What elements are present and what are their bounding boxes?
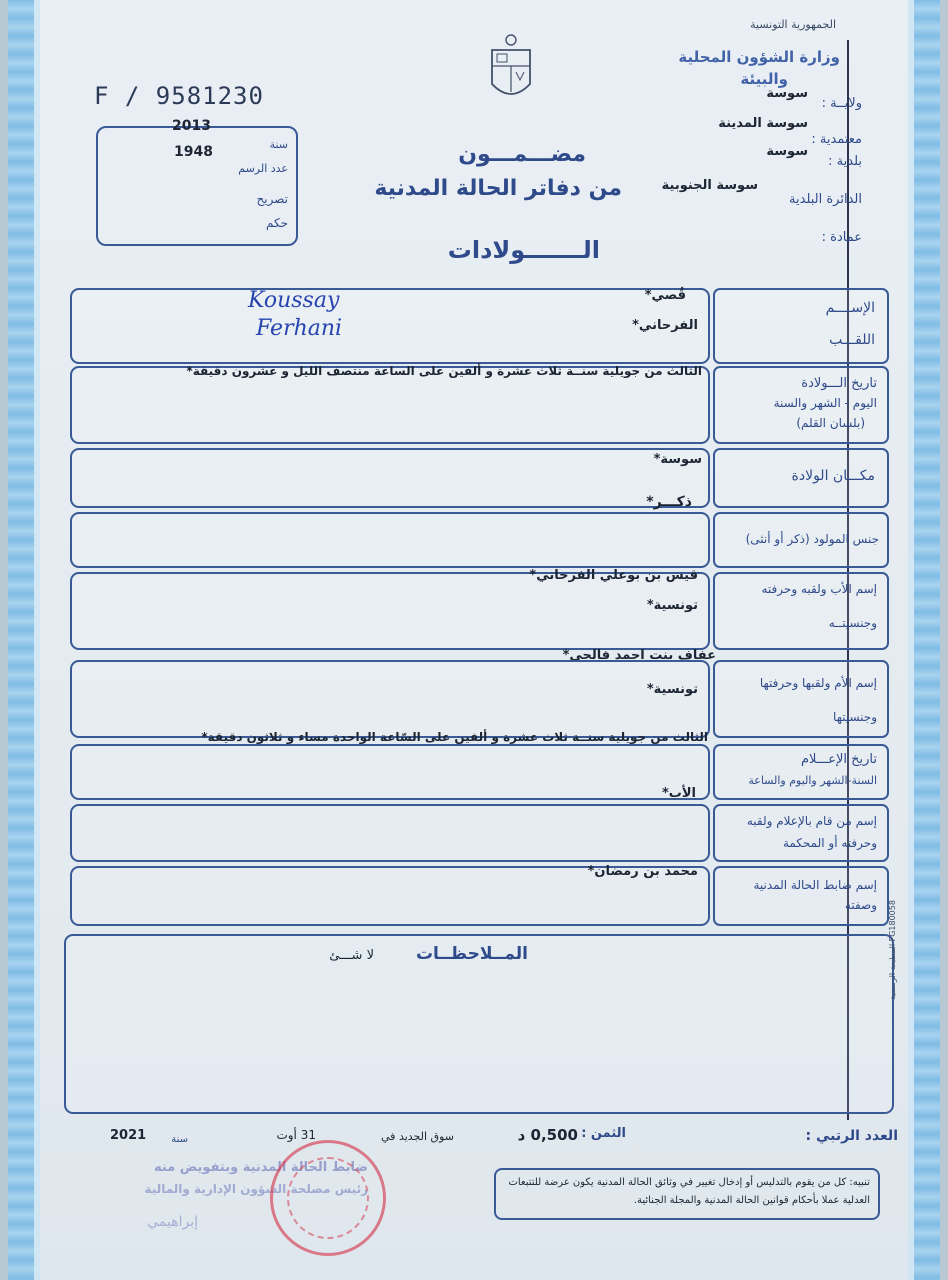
birth-date-label: تاريخ الـــولادة <box>801 376 877 391</box>
birthplace-label: مكـــان الولادة <box>791 468 875 484</box>
right-decorative-border <box>910 0 940 1280</box>
officer-value: محمد بن رمضان* <box>587 864 698 879</box>
municipality-value: سوسة <box>766 144 808 159</box>
officer-label: إسم ضابط الحالة المدنية <box>753 878 877 892</box>
issue-date: 31 أوت <box>276 1128 316 1142</box>
district-value: سوسة الجنوبية <box>661 178 758 193</box>
omda-label: عمادة : <box>821 230 862 245</box>
sex-value-box <box>70 512 710 568</box>
signature: إبراهيمي <box>147 1214 198 1230</box>
father-value-box <box>70 568 710 650</box>
issue-year-label: سنة <box>171 1134 188 1145</box>
title-registers: من دفاتر الحالة المدنية <box>374 176 622 201</box>
declarant-job-label: وحرفته أو المحكمة <box>782 836 877 850</box>
ministry-label-2: والبيئة <box>740 70 788 88</box>
birth-date-value-box <box>70 366 710 444</box>
register-number-label: عدد الرسم <box>238 162 288 175</box>
remarks-box <box>64 934 894 1114</box>
ministry-label: وزارة الشؤون المحلية <box>678 48 840 66</box>
officer-stamp-line-1: ضابط الحالة المدنية وبتفويض منه <box>154 1160 368 1175</box>
officer-stamp-line-2: رئيس مصلحة الشؤون الإدارية والمالية <box>144 1182 368 1196</box>
municipality-label: بلدية : <box>828 154 862 169</box>
declaration-date-format-label: السنة-الشهر واليوم والساعة <box>748 774 877 787</box>
birthplace-value: سوسة* <box>653 452 702 467</box>
declarant-value-box <box>70 804 710 862</box>
register-year-value: 2013 <box>172 118 211 134</box>
wilaya-value: سوسة <box>766 86 808 101</box>
name-value-box <box>70 288 710 364</box>
issue-place: سوق الجديد في <box>381 1130 454 1143</box>
declaration-date-label-box <box>713 744 889 800</box>
name-label: الإســــم <box>825 300 875 316</box>
name-label-box <box>713 288 889 364</box>
tunisia-emblem-icon <box>486 32 536 110</box>
declarant-label: إسم من قام بالإعلام ولقبه <box>746 814 877 828</box>
officer-label-box <box>713 866 889 926</box>
in-words-label: (بلسان القلم) <box>796 416 865 430</box>
delegation-label: معتمدية : <box>811 132 862 147</box>
sex-value: ذكـــر* <box>646 494 692 510</box>
district-label: الدائرة البلدية <box>789 192 862 207</box>
handwritten-last-name: Ferhani <box>256 316 343 341</box>
price-label: الثمن : <box>581 1126 626 1141</box>
birth-date-format-label: اليوم - الشهر والسنة <box>773 396 877 410</box>
republic-label: الجمهورية التونسية <box>750 18 836 31</box>
register-year-label: سنة <box>269 138 288 151</box>
issue-year-value: 2021 <box>110 1128 147 1143</box>
mother-label: إسم الأم ولقبها وحرفتها <box>759 676 877 690</box>
declaration-label: تصريح <box>256 192 288 206</box>
printer-mark: المطبعة الرسمية FG180058 <box>888 900 897 1000</box>
price-value: 0,500 د <box>517 1126 578 1144</box>
sex-label: جنس المولود (ذكر أو أنثى) <box>745 532 879 546</box>
sex-label-box <box>713 512 889 568</box>
father-nationality-value: تونسية* <box>646 598 698 613</box>
order-number-label: العدد الرتبي : <box>805 1128 898 1144</box>
title-births: الـــــــولادات <box>447 236 600 264</box>
mother-name-value: عفاف بنت احمد فالحي* <box>562 648 716 663</box>
surname-label: اللقـــب <box>829 332 875 348</box>
serial-number: F / 9581230 <box>94 82 264 110</box>
mother-nationality-value: تونسية* <box>646 682 698 697</box>
last-name-value: الفرحاني* <box>632 318 698 333</box>
title-summary: مضـــمـــون <box>458 142 586 167</box>
birthplace-label-box <box>713 448 889 508</box>
birthplace-value-box <box>70 448 710 508</box>
remarks-label: المــلاحظــات <box>415 944 528 964</box>
officer-value-box <box>70 866 710 926</box>
wilaya-label: ولايــة : <box>821 96 862 111</box>
mother-nationality-label: وجنسيتها <box>833 710 877 724</box>
register-number-value: 1948 <box>174 144 213 160</box>
birth-date-value: الثالث من جويلية سنــة ثلاث عشرة و ألفين على الساعة منتصف الليل و عشرون دقيقة* <box>186 364 702 378</box>
birth-date-label-box <box>713 366 889 444</box>
father-label: إسم الأب ولقبه وحرفته <box>761 582 877 596</box>
first-name-value: قُصي* <box>644 288 686 303</box>
father-name-value: قيس بن بوعلي الفرحاني* <box>529 568 698 583</box>
handwritten-first-name: Koussay <box>248 288 340 313</box>
delegation-value: سوسة المدينة <box>718 116 808 131</box>
remarks-value: لا شـــئ <box>329 948 374 963</box>
legal-warning: تنبيه: كل من يقوم بالتدليس أو إدخال تغيير في وثائق الحالة المدنية يكون عرضة للتتبعات العدلية عملا بأحكام قوانين الحالة المدنية والمجلة الجنائية. <box>494 1168 880 1220</box>
mother-value-box <box>70 660 710 738</box>
mother-label-box <box>713 660 889 738</box>
father-nationality-label: وجنسيتــه <box>828 616 877 630</box>
father-label-box <box>713 572 889 650</box>
declarant-value: الأب* <box>662 786 696 801</box>
officer-title-label: وصفته <box>844 898 877 912</box>
declarant-label-box <box>713 804 889 862</box>
declaration-date-label: تاريخ الإعـــلام <box>800 752 877 767</box>
official-seal-stamp <box>270 1140 386 1256</box>
register-box <box>96 118 298 246</box>
declaration-date-value: الثالث من جويلية سنــة ثلاث عشرة و ألفين على السّاعة الواحدة مساء و ثلاثون دقيقة* <box>201 730 708 744</box>
left-decorative-border <box>8 0 38 1280</box>
judgment-label: حكم <box>265 216 288 230</box>
declaration-date-value-box <box>70 744 710 800</box>
